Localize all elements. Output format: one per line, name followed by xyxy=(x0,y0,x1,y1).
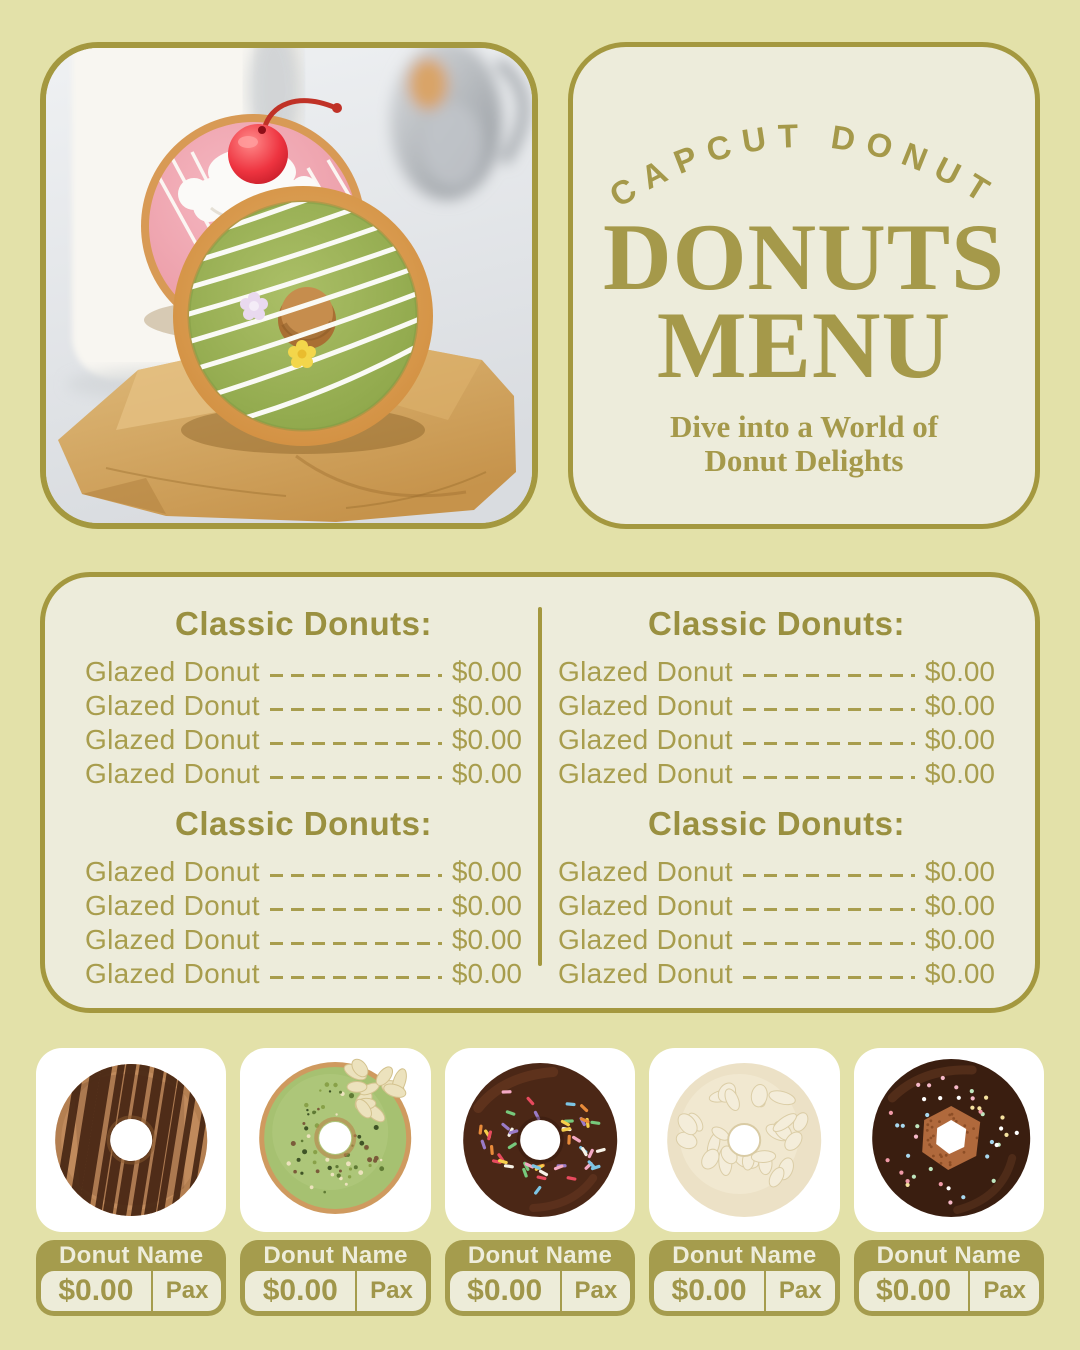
product-name: Donut Name xyxy=(467,1241,613,1269)
menu-item-price: $0.00 xyxy=(451,890,522,921)
menu-item-row xyxy=(558,855,995,889)
menu-item-leader xyxy=(743,942,915,945)
brand-arc xyxy=(584,63,1024,221)
page-title xyxy=(573,204,1035,399)
menu-item-name: Glazed Donut xyxy=(85,924,260,955)
product-price-box xyxy=(654,1271,834,1311)
product-price-box xyxy=(41,1271,221,1311)
section-title: Classic Donuts: xyxy=(648,805,905,842)
menu-item-price: $0.00 xyxy=(451,856,522,887)
menu-section-1 xyxy=(85,605,522,791)
product-card xyxy=(854,1240,1044,1316)
menu-item-price: $0.00 xyxy=(451,656,522,687)
menu-item-price: $0.00 xyxy=(924,890,995,921)
product-price: $0.00 xyxy=(875,1274,952,1307)
menu-item-name: Glazed Donut xyxy=(558,856,733,887)
menu-item-row xyxy=(558,723,995,757)
menu-item-leader xyxy=(743,776,915,779)
pistachio-almond-donut-image xyxy=(240,1048,430,1232)
menu-item-leader xyxy=(743,908,915,911)
thumbnail-card xyxy=(649,1048,839,1232)
menu-item-name: Glazed Donut xyxy=(85,724,260,755)
menu-item-leader xyxy=(270,908,442,911)
menu-item-row xyxy=(558,889,995,923)
menu-item-leader xyxy=(270,708,442,711)
menu-item-leader xyxy=(270,976,442,979)
almond-flake-donut-image xyxy=(649,1048,839,1232)
menu-section-2 xyxy=(85,805,522,991)
menu-item-leader xyxy=(743,674,915,677)
menu-item-name: Glazed Donut xyxy=(85,690,260,721)
menu-item-row xyxy=(85,655,522,689)
menu-item-leader xyxy=(270,874,442,877)
menu-item-row xyxy=(558,923,995,957)
chocolate-drizzle-donut-image xyxy=(36,1048,226,1232)
section-title: Classic Donuts: xyxy=(648,605,905,642)
title-panel xyxy=(568,42,1040,529)
menu-item-price: $0.00 xyxy=(451,690,522,721)
product-pax: Pax xyxy=(778,1277,822,1304)
thumbnail-card xyxy=(240,1048,430,1232)
menu-item-name: Glazed Donut xyxy=(558,890,733,921)
thumbnail-card xyxy=(854,1048,1044,1232)
product-price-box xyxy=(245,1271,425,1311)
photo-panel xyxy=(40,42,538,529)
menu-item-leader xyxy=(743,976,915,979)
menu-item-price: $0.00 xyxy=(924,656,995,687)
menu-item-leader xyxy=(270,942,442,945)
chocolate-sprinkles-donut-image xyxy=(445,1048,635,1232)
menu-item-leader xyxy=(743,874,915,877)
product-card xyxy=(649,1240,839,1316)
menu-item-row xyxy=(85,757,522,791)
hero-donuts-photo xyxy=(46,48,532,523)
menu-item-row xyxy=(85,689,522,723)
menu-section-3 xyxy=(558,605,995,791)
product-card xyxy=(36,1240,226,1316)
product-name: Donut Name xyxy=(59,1241,204,1269)
thumbnails-row xyxy=(36,1048,1044,1232)
subtitle xyxy=(573,410,1035,479)
menu-item-price: $0.00 xyxy=(924,856,995,887)
menu-item-name: Glazed Donut xyxy=(558,758,733,789)
menu-column-right xyxy=(542,599,1011,990)
product-price: $0.00 xyxy=(262,1274,338,1307)
menu-item-price: $0.00 xyxy=(924,690,995,721)
menu-item-name: Glazed Donut xyxy=(85,758,260,789)
menu-item-price: $0.00 xyxy=(451,758,522,789)
svg-text:CAPCUT DONUT xyxy=(603,117,1005,215)
menu-item-name: Glazed Donut xyxy=(85,856,260,887)
section-title: Classic Donuts: xyxy=(175,805,432,842)
menu-item-price: $0.00 xyxy=(924,758,995,789)
product-card xyxy=(240,1240,430,1316)
menu-item-price: $0.00 xyxy=(451,724,522,755)
menu-panel xyxy=(40,572,1040,1013)
menu-item-name: Glazed Donut xyxy=(558,958,733,989)
thumbnail-card xyxy=(445,1048,635,1232)
product-name: Donut Name xyxy=(672,1241,817,1269)
menu-item-price: $0.00 xyxy=(451,924,522,955)
product-price-box xyxy=(859,1271,1039,1311)
menu-item-price: $0.00 xyxy=(924,724,995,755)
menu-column-left xyxy=(69,599,538,990)
product-cards-row xyxy=(36,1240,1044,1316)
menu-item-price: $0.00 xyxy=(924,924,995,955)
menu-item-row xyxy=(85,855,522,889)
product-name: Donut Name xyxy=(876,1241,1021,1269)
menu-item-row xyxy=(85,723,522,757)
product-pax: Pax xyxy=(983,1277,1027,1304)
menu-item-leader xyxy=(270,776,442,779)
menu-item-leader xyxy=(270,674,442,677)
menu-section-4 xyxy=(558,805,995,991)
product-card xyxy=(445,1240,635,1316)
menu-item-leader xyxy=(270,742,442,745)
menu-item-row xyxy=(85,889,522,923)
brand-arc-label: CAPCUT DONUT xyxy=(602,116,1006,215)
menu-item-name: Glazed Donut xyxy=(558,656,733,687)
menu-item-leader xyxy=(743,742,915,745)
product-name: Donut Name xyxy=(263,1241,408,1269)
menu-item-row xyxy=(558,655,995,689)
product-price: $0.00 xyxy=(58,1274,134,1307)
title-line-2: MENU xyxy=(656,292,952,399)
chocolate-nonpareil-donut-image xyxy=(854,1048,1044,1232)
menu-item-row xyxy=(85,923,522,957)
subtitle-line-2: Donut Delights xyxy=(704,443,904,479)
title-line-1: DONUTS xyxy=(603,204,1005,310)
menu-item-leader xyxy=(743,708,915,711)
menu-item-row xyxy=(558,757,995,791)
menu-item-price: $0.00 xyxy=(451,958,522,989)
section-title: Classic Donuts: xyxy=(175,605,432,642)
menu-item-name: Glazed Donut xyxy=(558,924,733,955)
menu-item-name: Glazed Donut xyxy=(85,656,260,687)
menu-item-row xyxy=(558,689,995,723)
subtitle-line-1: Dive into a World of xyxy=(669,408,939,444)
product-price: $0.00 xyxy=(467,1274,543,1307)
menu-item-price: $0.00 xyxy=(924,958,995,989)
product-price: $0.00 xyxy=(671,1274,747,1307)
product-pax: Pax xyxy=(574,1277,618,1304)
product-pax: Pax xyxy=(165,1277,209,1304)
menu-item-row xyxy=(558,957,995,991)
menu-item-name: Glazed Donut xyxy=(85,958,260,989)
menu-item-row xyxy=(85,957,522,991)
product-price-box xyxy=(450,1271,630,1311)
menu-item-name: Glazed Donut xyxy=(558,724,733,755)
thumbnail-card xyxy=(36,1048,226,1232)
menu-item-name: Glazed Donut xyxy=(85,890,260,921)
menu-item-name: Glazed Donut xyxy=(558,690,733,721)
product-pax: Pax xyxy=(370,1277,413,1304)
